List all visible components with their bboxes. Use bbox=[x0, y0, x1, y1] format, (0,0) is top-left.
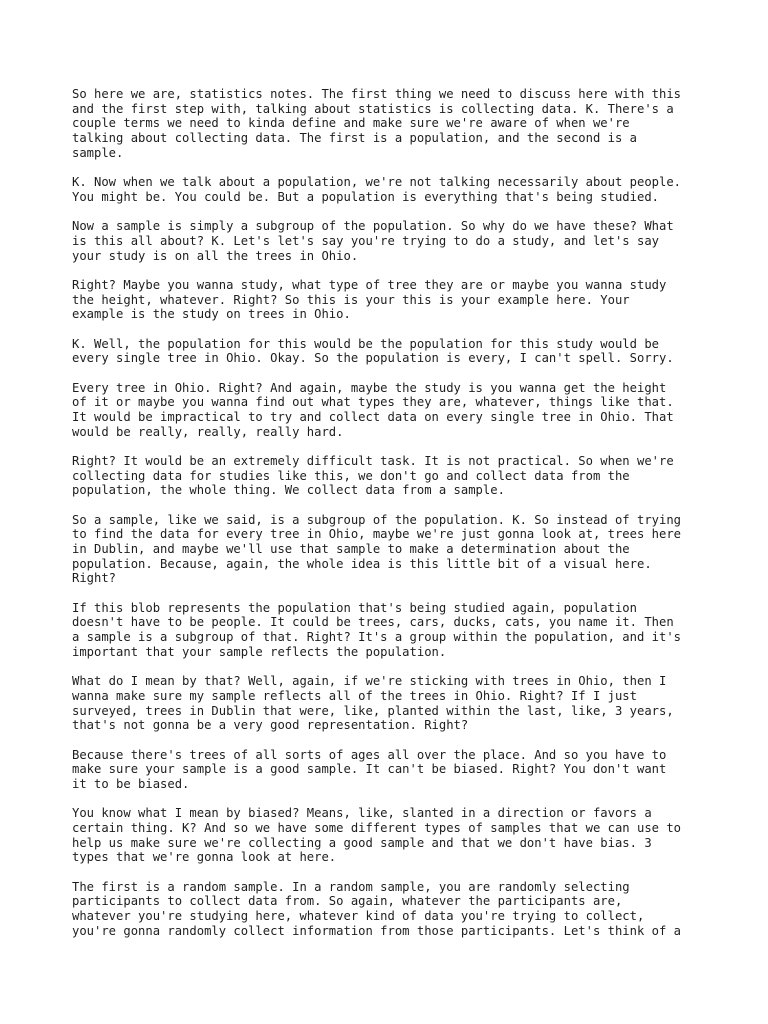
paragraph: The first is a random sample. In a random sample, you are randomly selecting participants to collect data from. So again, whatever the participants are, whatever you're studying here, whatever kind of data you're trying to collect, you're gonna randomly collect information from those participants. Let's think of a bbox=[72, 879, 682, 938]
paragraph: So here we are, statistics notes. The first thing we need to discuss here with this and the first step with, talking about statistics is collecting data. K. There's a couple terms we need to kinda define and make sure we're aware of when we're talking about collecting data. The first is a population, and the second is a sample. bbox=[72, 87, 682, 160]
document-page bbox=[72, 87, 712, 953]
paragraph: Because there's trees of all sorts of ages all over the place. And so you have to make sure your sample is a good sample. It can't be biased. Right? You don't want it to be biased. bbox=[72, 747, 667, 791]
paragraph: You know what I mean by biased? Means, like, slanted in a direction or favors a certain thing. K? And so we have some different types of samples that we can use to help us make sure we're collecting a good sample and that we don't have bias. 3 types that we're gonna look at here. bbox=[72, 806, 682, 865]
paragraph: Every tree in Ohio. Right? And again, maybe the study is you wanna get the height of it or maybe you wanna find out what types they are, whatever, things like that. It would be impractical to try and collect data on every single tree in Ohio. That would be really, really, really hard. bbox=[72, 380, 674, 439]
paragraph: Now a sample is simply a subgroup of the population. So why do we have these? What is this all about? K. Let's let's say you're trying to do a study, and let's say your study is on all the trees in Ohio. bbox=[72, 219, 674, 263]
paragraph: Right? It would be an extremely difficult task. It is not practical. So when we're collecting data for studies like this, we don't go and collect data from the population, the whole thing. We collect data from a sample. bbox=[72, 453, 674, 498]
paragraph: If this blob represents the population that's being studied again, population doesn't have to be people. It could be trees, cars, ducks, cats, you name it. Then a sample is a subgroup of that. Right? It's a group within the population, and it's important that your sample reflects the population. bbox=[72, 600, 682, 659]
paragraph: What do I mean by that? Well, again, if we're sticking with trees in Ohio, then I wanna make sure my sample reflects all of the trees in Ohio. Right? If I just surveyed, trees in Dublin that were, like, planted within the last, like, 3 years, that's not gonna be a very good representation. Right? bbox=[72, 674, 674, 733]
paragraph: Right? Maybe you wanna study, what type of tree they are or maybe you wanna study the height, whatever. Right? So this is your this is your example here. Your example is the study on trees in Ohio. bbox=[72, 277, 667, 322]
paragraph: K. Now when we talk about a population, we're not talking necessarily about people. You might be. You could be. But a population is everything that's being studied. bbox=[72, 175, 682, 204]
paragraph: K. Well, the population for this would be the population for this study would be every single tree in Ohio. Okay. So the population is every, I can't spell. Sorry. bbox=[72, 336, 674, 366]
paragraph: So a sample, like we said, is a subgroup of the population. K. So instead of trying to find the data for every tree in Ohio, maybe we're just gonna look at, trees here in Dublin, and maybe we'll use that sample to make a determination about the population. Because, again, the whole idea is this little bit of a visual here. Right? bbox=[72, 512, 682, 586]
